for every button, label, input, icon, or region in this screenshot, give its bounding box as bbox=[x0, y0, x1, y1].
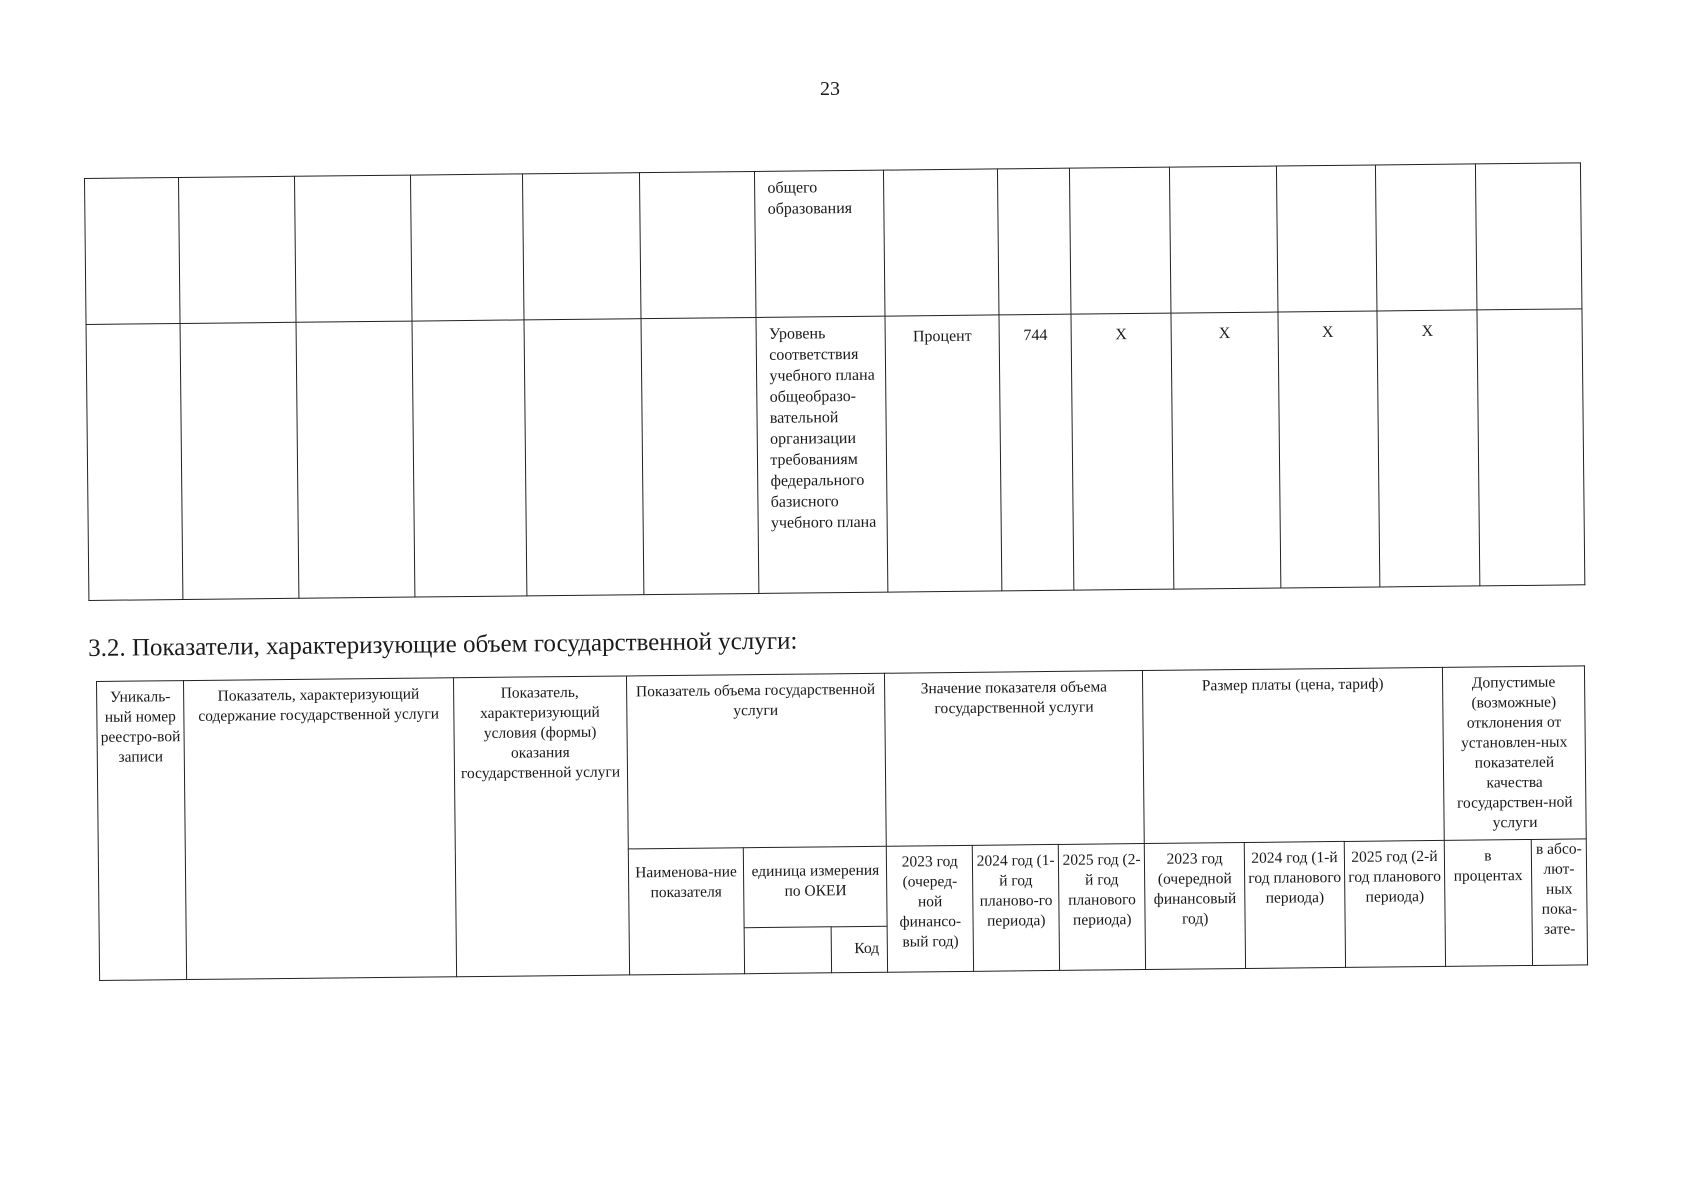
empty-cell bbox=[639, 171, 756, 318]
header-fee: Размер платы (цена, тариф) bbox=[1143, 667, 1445, 843]
empty-cell bbox=[1169, 166, 1278, 313]
header-volume-indicator: Показатель объема государственной услуги bbox=[626, 673, 887, 849]
header-service-conditions: Показатель, характеризующий условия (формы) оказания государственной услуги bbox=[453, 676, 629, 977]
empty-cell bbox=[85, 178, 181, 325]
empty-cell bbox=[296, 321, 415, 598]
header-fee-2024: 2024 год (1-й год планового периода) bbox=[1244, 841, 1345, 968]
empty-cell bbox=[180, 322, 299, 599]
indicator-name-cell: общего образования bbox=[755, 170, 885, 317]
empty-cell bbox=[294, 175, 411, 322]
okei-code-cell: 744 bbox=[999, 314, 1074, 591]
empty-cell bbox=[641, 317, 760, 594]
empty-cell bbox=[1070, 167, 1171, 314]
empty-cell bbox=[1276, 165, 1377, 312]
empty-cell bbox=[179, 176, 296, 323]
empty-cell bbox=[883, 169, 999, 316]
table-row bbox=[86, 309, 1585, 601]
header-value-2023: 2023 год (очеред-ной финансо-вый год) bbox=[887, 845, 974, 972]
volume-indicators-table bbox=[96, 665, 1588, 981]
page-number: 23 bbox=[820, 78, 840, 100]
empty-cell bbox=[412, 320, 527, 597]
header-unit-code: Код bbox=[831, 926, 887, 973]
empty-cell bbox=[524, 319, 644, 596]
empty-cell bbox=[998, 168, 1071, 315]
section-heading: 3.2. Показатели, характеризующие объем государственной услуги: bbox=[88, 627, 798, 662]
value-cell: X bbox=[1377, 310, 1479, 587]
empty-cell bbox=[410, 174, 524, 321]
header-deviation-absolute: в абсо-лют-ных пока-зате- bbox=[1531, 839, 1587, 966]
header-allowed-deviation: Допустимые (возможные) отклонения от установлен-ных показателей качества государствен-ной услуги bbox=[1442, 666, 1586, 840]
value-cell: X bbox=[1278, 311, 1380, 588]
header-row bbox=[97, 666, 1587, 855]
header-unit-name bbox=[745, 927, 832, 974]
header-value-2025: 2025 год (2-й год планового периода) bbox=[1058, 844, 1145, 971]
value-cell: X bbox=[1071, 313, 1173, 590]
header-volume-value: Значение показателя объема государственной услуги bbox=[885, 671, 1145, 847]
empty-cell bbox=[1475, 163, 1582, 310]
empty-cell bbox=[86, 323, 183, 600]
empty-cell bbox=[1376, 164, 1477, 311]
table-row bbox=[85, 163, 1582, 325]
value-cell: X bbox=[1171, 312, 1281, 589]
unit-cell: Процент bbox=[885, 315, 1002, 592]
header-okei-unit: единица измерения по ОКЕИ bbox=[744, 846, 888, 927]
header-fee-2023: 2023 год (очередной финансовый год) bbox=[1144, 842, 1245, 969]
header-indicator-name: Наименова-ние показателя bbox=[628, 848, 745, 975]
header-deviation-percent: в процентах bbox=[1444, 839, 1532, 966]
quality-indicators-table-continuation bbox=[84, 162, 1585, 601]
empty-cell bbox=[522, 173, 640, 320]
indicator-name-cell: Уровень соответствия учебного плана общеобразо-вательной организации требованиям федерального базисного учебного плана bbox=[756, 316, 887, 593]
header-service-content: Показатель, характеризующий содержание государственной услуги bbox=[183, 678, 456, 980]
header-fee-2025: 2025 год (2-й год планового периода) bbox=[1344, 840, 1445, 967]
header-value-2024: 2024 год (1-й год планово-го периода) bbox=[973, 844, 1060, 971]
empty-cell bbox=[1477, 309, 1585, 586]
header-registry-number: Уникаль-ный номер реестро-вой записи bbox=[97, 681, 187, 981]
